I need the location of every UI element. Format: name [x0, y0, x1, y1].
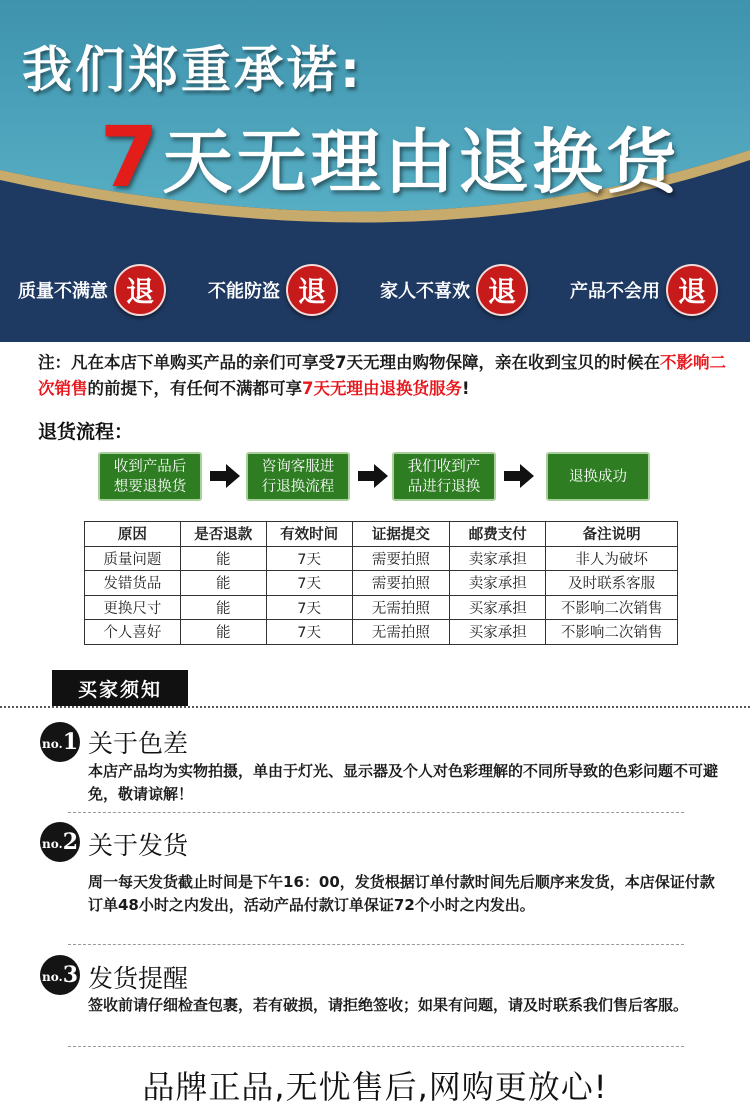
banner-subline: [100, 106, 680, 207]
table-cell: 卖家承担: [450, 546, 546, 571]
table-cell: 能: [180, 620, 266, 645]
step-label: 我们收到产 品进行退换: [407, 458, 481, 495]
guarantee-notice: [38, 350, 728, 402]
arrow-right-icon: [358, 462, 388, 490]
number-prefix: no.: [41, 837, 63, 851]
column-header: 邮费支付: [450, 522, 546, 547]
table-cell: 非人为破坏: [546, 546, 678, 571]
table-row: [85, 620, 678, 645]
table-cell: 不影响二次销售: [546, 595, 678, 620]
table-cell: 卖家承担: [450, 571, 546, 596]
badge-text: 家人不喜欢: [380, 281, 470, 302]
badge-text: 质量不满意: [18, 281, 108, 302]
banner-headline: 我们郑重承诺:: [22, 41, 363, 99]
return-mark-icon: 退: [286, 264, 338, 316]
table-cell: 无需拍照: [352, 595, 450, 620]
table-cell: 个人喜好: [85, 620, 181, 645]
badge-quality: [18, 262, 166, 318]
step-label: 退换成功: [569, 468, 627, 485]
dashed-divider: [68, 1046, 684, 1047]
notice-item-body: 本店产品均为实物拍摄，单由于灯光、显示器及个人对色彩理解的不同所导致的色彩问题不可避免，敬请谅解！: [88, 762, 719, 803]
table-cell: 买家承担: [450, 620, 546, 645]
arrow-right-icon: [504, 462, 534, 490]
notice-highlight-2: 7天无理由退换货服务: [302, 379, 462, 398]
notice-text-2: 的前提下，有任何不满都可享: [87, 379, 302, 398]
process-step-4: [546, 452, 650, 501]
number-2-icon: [40, 822, 80, 862]
return-policy-table: [84, 521, 678, 645]
table-cell: 7天: [266, 571, 352, 596]
notice-item-body: 签收前请仔细检查包裹，若有破损，请拒绝签收；如果有问题，请及时联系我们售后客服。: [88, 996, 689, 1014]
badge-family: [380, 262, 528, 318]
number-digit: 3: [62, 962, 78, 988]
table-cell: 需要拍照: [352, 571, 450, 596]
table-cell: 买家承担: [450, 595, 546, 620]
banner-subline-text: 天无理由退换货: [162, 121, 681, 203]
badge-text: 不能防盗: [208, 281, 280, 302]
number-1-icon: [40, 722, 80, 762]
badge-text: 产品不会用: [570, 281, 660, 302]
column-header: 证据提交: [352, 522, 450, 547]
notice-item-title: 关于色差: [88, 729, 189, 758]
table-cell: 7天: [266, 546, 352, 571]
table-cell: 发错货品: [85, 571, 181, 596]
return-mark-icon: 退: [666, 264, 718, 316]
process-step-1: [98, 452, 202, 501]
column-header: 是否退款: [180, 522, 266, 547]
badge-usage: [570, 262, 718, 318]
process-step-3: [392, 452, 496, 501]
process-step-2: [246, 452, 350, 501]
table-row: [85, 571, 678, 596]
number-prefix: no.: [41, 970, 63, 984]
step-label: 收到产品后 想要退换货: [113, 458, 187, 495]
table-cell: 需要拍照: [352, 546, 450, 571]
notice-text-1: 注：凡在本店下单购买产品的亲们可享受7天无理由购物保障，亲在收到宝贝的时候在: [38, 353, 660, 372]
table-cell: 及时联系客服: [546, 571, 678, 596]
column-header: 原因: [85, 522, 181, 547]
table-cell: 更换尺寸: [85, 595, 181, 620]
return-reason-badges: [0, 262, 750, 318]
table-cell: 不影响二次销售: [546, 620, 678, 645]
number-digit: 1: [62, 729, 78, 755]
return-mark-icon: 退: [476, 264, 528, 316]
badge-theft: [208, 262, 338, 318]
notice-text-3: !: [461, 379, 470, 398]
dotted-divider: [0, 706, 750, 708]
table-cell: 能: [180, 595, 266, 620]
return-mark-icon: 退: [114, 264, 166, 316]
table-row: [85, 546, 678, 571]
notice-highlight-1: 不影响二次销售: [38, 353, 726, 398]
table-header-row: [85, 522, 678, 547]
process-title: 退货流程：: [38, 421, 134, 443]
arrow-right-icon: [210, 462, 240, 490]
table-cell: 7天: [266, 620, 352, 645]
dashed-divider: [68, 944, 684, 945]
brand-slogan: 品牌正品,无忧售后,网购更放心!: [142, 1068, 608, 1106]
table-cell: 能: [180, 546, 266, 571]
column-header: 备注说明: [546, 522, 678, 547]
notice-item-title: 关于发货: [88, 831, 189, 860]
column-header: 有效时间: [266, 522, 352, 547]
banner-number: 7: [100, 108, 163, 206]
table-cell: 能: [180, 571, 266, 596]
number-3-icon: [40, 955, 80, 995]
number-digit: 2: [62, 829, 78, 855]
table-cell: 无需拍照: [352, 620, 450, 645]
notice-item-body: 周一每天发货截止时间是下午16：00，发货根据订单付款时间先后顺序来发货，本店保证付款订单48小时之内发出，活动产品付款订单保证72个小时之内发出。: [88, 873, 715, 914]
number-prefix: no.: [41, 737, 63, 751]
notice-item-title: 发货提醒: [88, 964, 189, 993]
dashed-divider: [68, 812, 684, 813]
promise-banner: [0, 0, 750, 342]
buyer-notice-tab: 买家须知: [52, 670, 188, 706]
step-label: 咨询客服进 行退换流程: [261, 458, 335, 495]
table-cell: 7天: [266, 595, 352, 620]
table-row: [85, 595, 678, 620]
table-cell: 质量问题: [85, 546, 181, 571]
